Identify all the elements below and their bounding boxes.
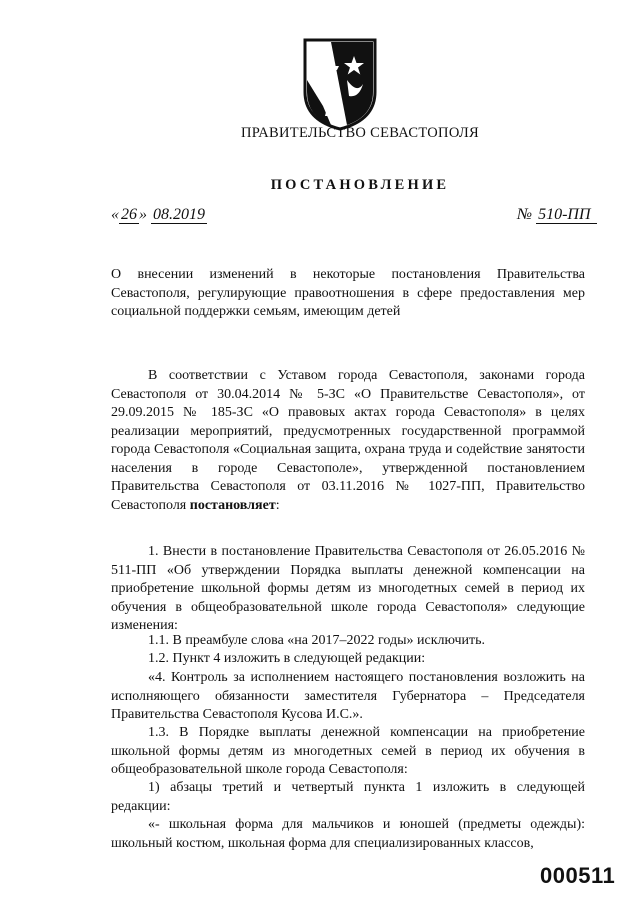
preamble-verb: постановляет [189, 497, 276, 513]
preamble-paragraph [111, 367, 585, 515]
document-date [111, 206, 207, 224]
date-close-quote: » [139, 206, 147, 223]
government-title: ПРАВИТЕЛЬСТВО СЕВАСТОПОЛЯ [241, 125, 479, 141]
number-value: 510-ПП [536, 206, 596, 224]
number-prefix: № [517, 206, 533, 223]
date-open-quote: « [111, 206, 119, 223]
body-paragraph-uniform: «- школьная форма для мальчиков и юношей (предметы одежды): школьный костюм, школьная форма для специализированных классов, [111, 817, 585, 851]
body-paragraph-1: 1. Внести в постановление Правительства Севастополя от 26.05.2016 № 511-ПП «Об утверждении Порядка выплаты денежной компенсации на приобретение школьной формы детям из многодетных семей в период их обучения в общеобразовательной школе города Севастополя» следующие изменения: [111, 544, 585, 633]
sevastopol-coat-of-arms-icon [301, 36, 379, 132]
date-month-year: 08.2019 [153, 206, 205, 223]
preamble-text: В соответствии с Уставом города Севастополя, законами города Севастополя от 30.04.2014 № 5-ЗС «О Правительстве Севастополя», от 29.09.2015 № 185-ЗС «О правовых актах города Севастополя» в целях реализации мероприятий, предусмотренных государственной программой города Севастополя «Социальная защита, охрана труда и содействие занятости населения в городе Севастополе», утвержденной постановлением Правительства Севастополя от 03.11.2016 № 1027-ПП, Правительство Севастополя [111, 368, 585, 513]
body-paragraph-quote-4: «4. Контроль за исполнением настоящего постановления возложить на исполняющего обязанности заместителя Губернатора – Председателя Правительства Севастополя Кусова И.С.». [111, 670, 585, 722]
body-paragraph-item-1: 1) абзацы третий и четвертый пункта 1 изложить в следующей редакции: [111, 780, 585, 814]
document-number [517, 206, 597, 224]
preamble-colon: : [275, 497, 280, 513]
body-paragraph-1-2: 1.2. Пункт 4 изложить в следующей редакции: [148, 651, 426, 666]
document-subject: О внесении изменений в некоторые постановления Правительства Севастополя, регулирующие правоотношения в сфере предоставления мер социальной поддержки семьям, имеющим детей [111, 267, 585, 319]
date-day: 26 [121, 206, 137, 223]
body-paragraph-1-1: 1.1. В преамбуле слова «на 2017–2022 годы» исключить. [148, 633, 485, 648]
page-number: 000511 [540, 863, 616, 888]
document-type-title: ПОСТАНОВЛЕНИЕ [270, 177, 450, 193]
body-paragraph-1-3: 1.3. В Порядке выплаты денежной компенсации на приобретение школьной формы детям из многодетных семей в период их обучения в общеобразовательной школе города Севастополя: [111, 725, 585, 777]
